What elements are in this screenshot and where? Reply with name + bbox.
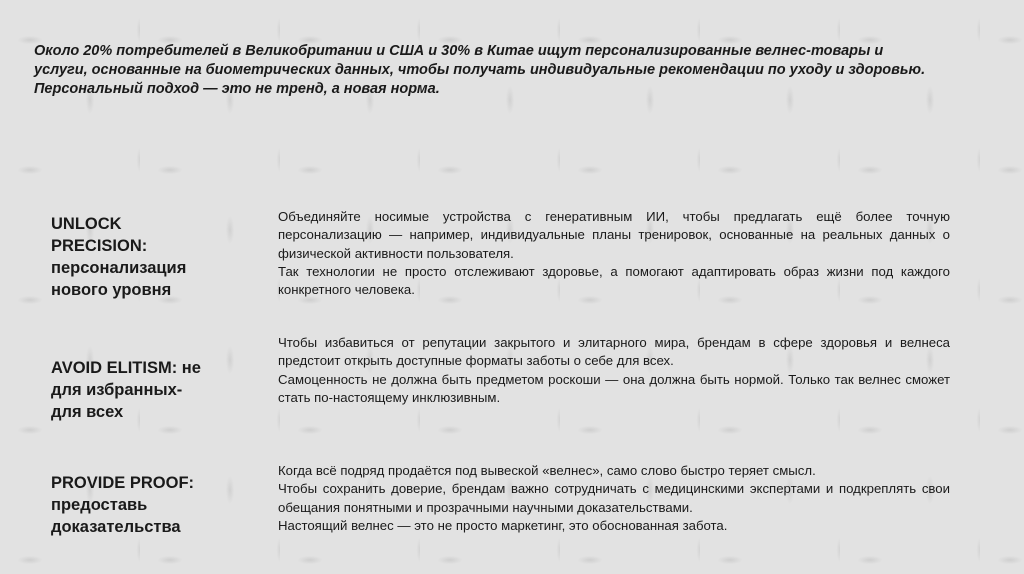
block-text-provide-proof — [278, 462, 950, 535]
block-paragraph: Чтобы сохранить доверие, брендам важно сотрудничать с медицинскими экспертами и подкреплять свои обещания понятными и прозрачными научными доказательствами. — [278, 481, 950, 515]
block-title-line: UNLOCK — [51, 215, 122, 233]
block-title-line: для всех — [51, 403, 124, 421]
block-paragraph: Чтобы избавиться от репутации закрытого и элитарного мира, брендам в сфере здоровья и велнеса предстоит открыть доступные форматы заботы о себе для всех. — [278, 335, 950, 369]
intro-line-1: Около 20% потребителей в Великобритании и США и 30% в Китае ищут персонализированные велнес-товары и услуги, основанные на биометрических данных, чтобы получать индивидуальные рекомендации по уходу и здоровью. — [34, 43, 926, 78]
block-text-avoid-elitism — [278, 334, 950, 407]
intro-text — [34, 42, 934, 99]
block-title-line: нового уровня — [51, 281, 172, 299]
block-paragraph: Когда всё подряд продаётся под вывеской «велнес», само слово быстро теряет смысл. — [278, 463, 816, 478]
block-text-unlock-precision — [278, 208, 950, 299]
block-paragraph: Так технологии не просто отслеживают здоровье, а помогают адаптировать образ жизни под каждого конкретного человека. — [278, 263, 950, 298]
block-title-line: предоставь — [51, 496, 148, 514]
block-title-avoid-elitism — [51, 357, 261, 423]
block-title-unlock-precision — [51, 213, 261, 301]
block-paragraph: Самоценность не должна быть предметом роскоши — она должна быть нормой. Только так велнес сможет стать по-настоящему инклюзивным. — [278, 371, 950, 405]
block-title-line: персонализация — [51, 259, 187, 277]
intro-line-2: Персональный подход — это не тренд, а новая норма. — [34, 81, 440, 97]
block-paragraph: Объединяйте носимые устройства с генеративным ИИ, чтобы предлагать ещё более точную персонализацию — например, индивидуальные планы тренировок, основанные на реальных данных о физической активности пользователя. — [278, 209, 950, 261]
block-paragraph: Настоящий велнес — это не просто маркетинг, это обоснованная забота. — [278, 517, 728, 533]
block-title-line: доказательства — [51, 518, 181, 536]
block-title-line: PRECISION: — [51, 237, 148, 255]
block-title-line: PROVIDE PROOF: — [51, 474, 195, 492]
block-title-line: AVOID ELITISM: не — [51, 359, 201, 377]
block-title-provide-proof — [51, 472, 261, 538]
block-title-line: для избранных- — [51, 381, 183, 399]
